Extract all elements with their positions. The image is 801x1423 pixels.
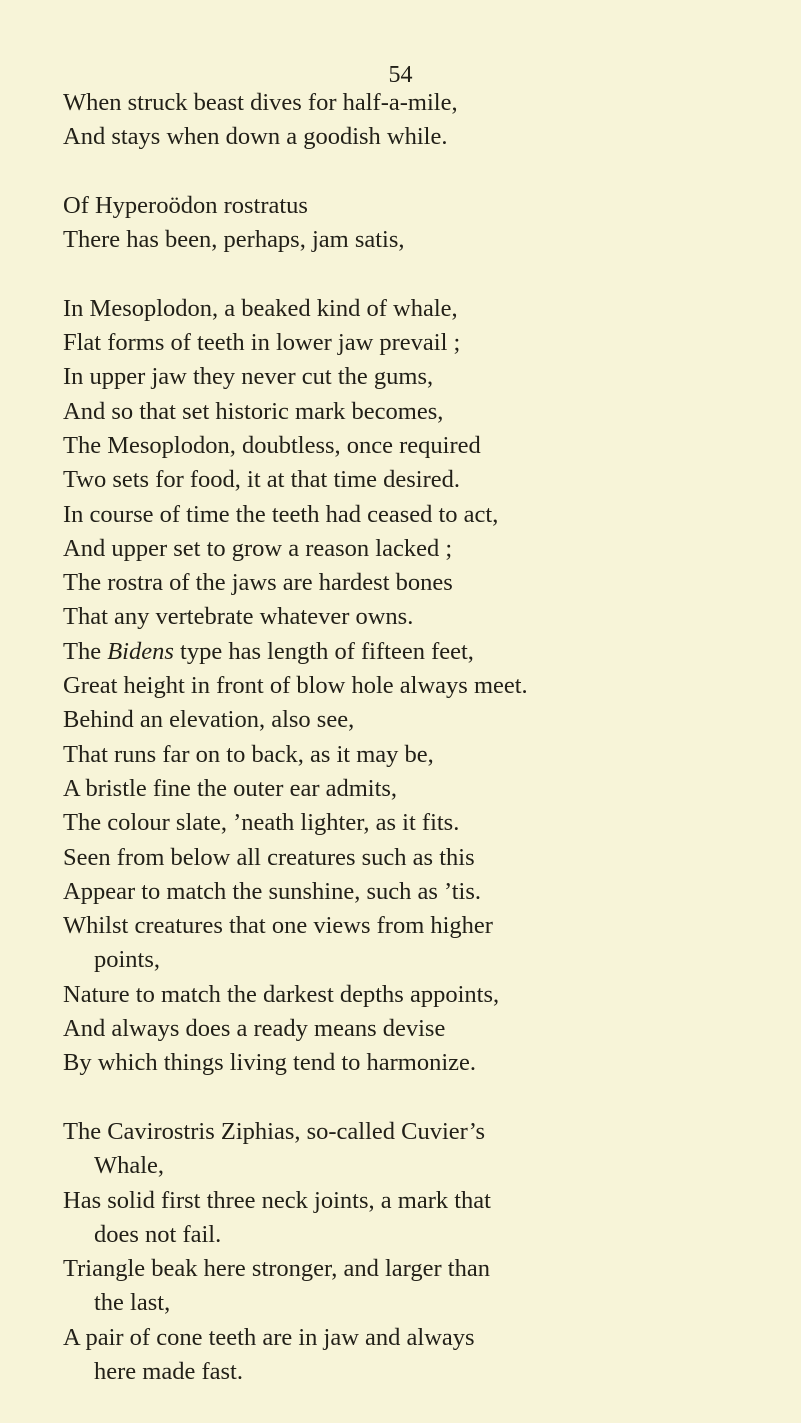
poem-line: A bristle fine the outer ear admits, <box>63 774 398 802</box>
poem-line: Nature to match the darkest depths appoints, <box>63 980 500 1008</box>
stanza-break <box>63 155 783 189</box>
poem-line: In course of time the teeth had ceased to act, <box>63 500 499 528</box>
poem-line-continuation: Whale, <box>94 1152 165 1180</box>
poem-line-continuation: here made fast. <box>94 1357 243 1385</box>
poem-line: In Mesoplodon, a beaked kind of whale, <box>63 294 458 322</box>
poem-line: When struck beast dives for half-a-mile, <box>63 89 458 116</box>
poem-line: Appear to match the sunshine, such as ’tis. <box>63 877 482 905</box>
poem-line: Two sets for food, it at that time desired. <box>63 466 461 494</box>
poem-line: That runs far on to back, as it may be, <box>63 740 434 768</box>
poem-line-bidens <box>63 635 783 669</box>
bidens-italic: Bidens <box>107 637 174 665</box>
poem-text <box>63 86 783 1389</box>
poem-line: The Cavirostris Ziphias, so-called Cuvier’s <box>63 1117 486 1145</box>
page-number: 54 <box>388 62 413 88</box>
poem-line: Behind an elevation, also see, <box>63 706 355 734</box>
poem-line: Has solid first three neck joints, a mark that <box>63 1186 491 1214</box>
poem-line: There has been, perhaps, jam satis, <box>63 226 405 254</box>
poem-line: Triangle beak here stronger, and larger than <box>63 1255 490 1283</box>
poem-line: The rostra of the jaws are hardest bones <box>63 569 453 597</box>
poem-line: Flat forms of teeth in lower jaw prevail ; <box>63 329 461 357</box>
poem-line: By which things living tend to harmonize. <box>63 1049 477 1077</box>
poem-line: The colour slate, ’neath lighter, as it fits. <box>63 809 460 837</box>
poem-line: And so that set historic mark becomes, <box>63 397 444 425</box>
poem-line: Great height in front of blow hole always meet. <box>63 672 528 700</box>
poem-line: And stays when down a goodish while. <box>63 123 448 151</box>
poem-line: Seen from below all creatures such as this <box>63 843 475 871</box>
poem-line: Whilst creatures that one views from higher <box>63 912 493 940</box>
bidens-after: type has length of fifteen feet, <box>173 637 474 665</box>
poem-line: A pair of cone teeth are in jaw and always <box>63 1323 475 1351</box>
poem-line: Of Hyperoödon rostratus <box>63 191 308 219</box>
poem-line-continuation: the last, <box>94 1289 171 1317</box>
stanza-break <box>63 257 783 291</box>
poem-line: And always does a ready means devise <box>63 1015 446 1043</box>
bidens-before: The <box>63 637 108 665</box>
poem-line: In upper jaw they never cut the gums, <box>63 363 434 391</box>
poem-line-continuation: points, <box>94 946 161 974</box>
stanza-break <box>63 1081 783 1115</box>
poem-line: And upper set to grow a reason lacked ; <box>63 534 453 562</box>
poem-line-continuation: does not fail. <box>94 1220 222 1248</box>
poem-line: That any vertebrate whatever owns. <box>63 603 414 631</box>
poem-line: The Mesoplodon, doubtless, once required <box>63 431 481 459</box>
